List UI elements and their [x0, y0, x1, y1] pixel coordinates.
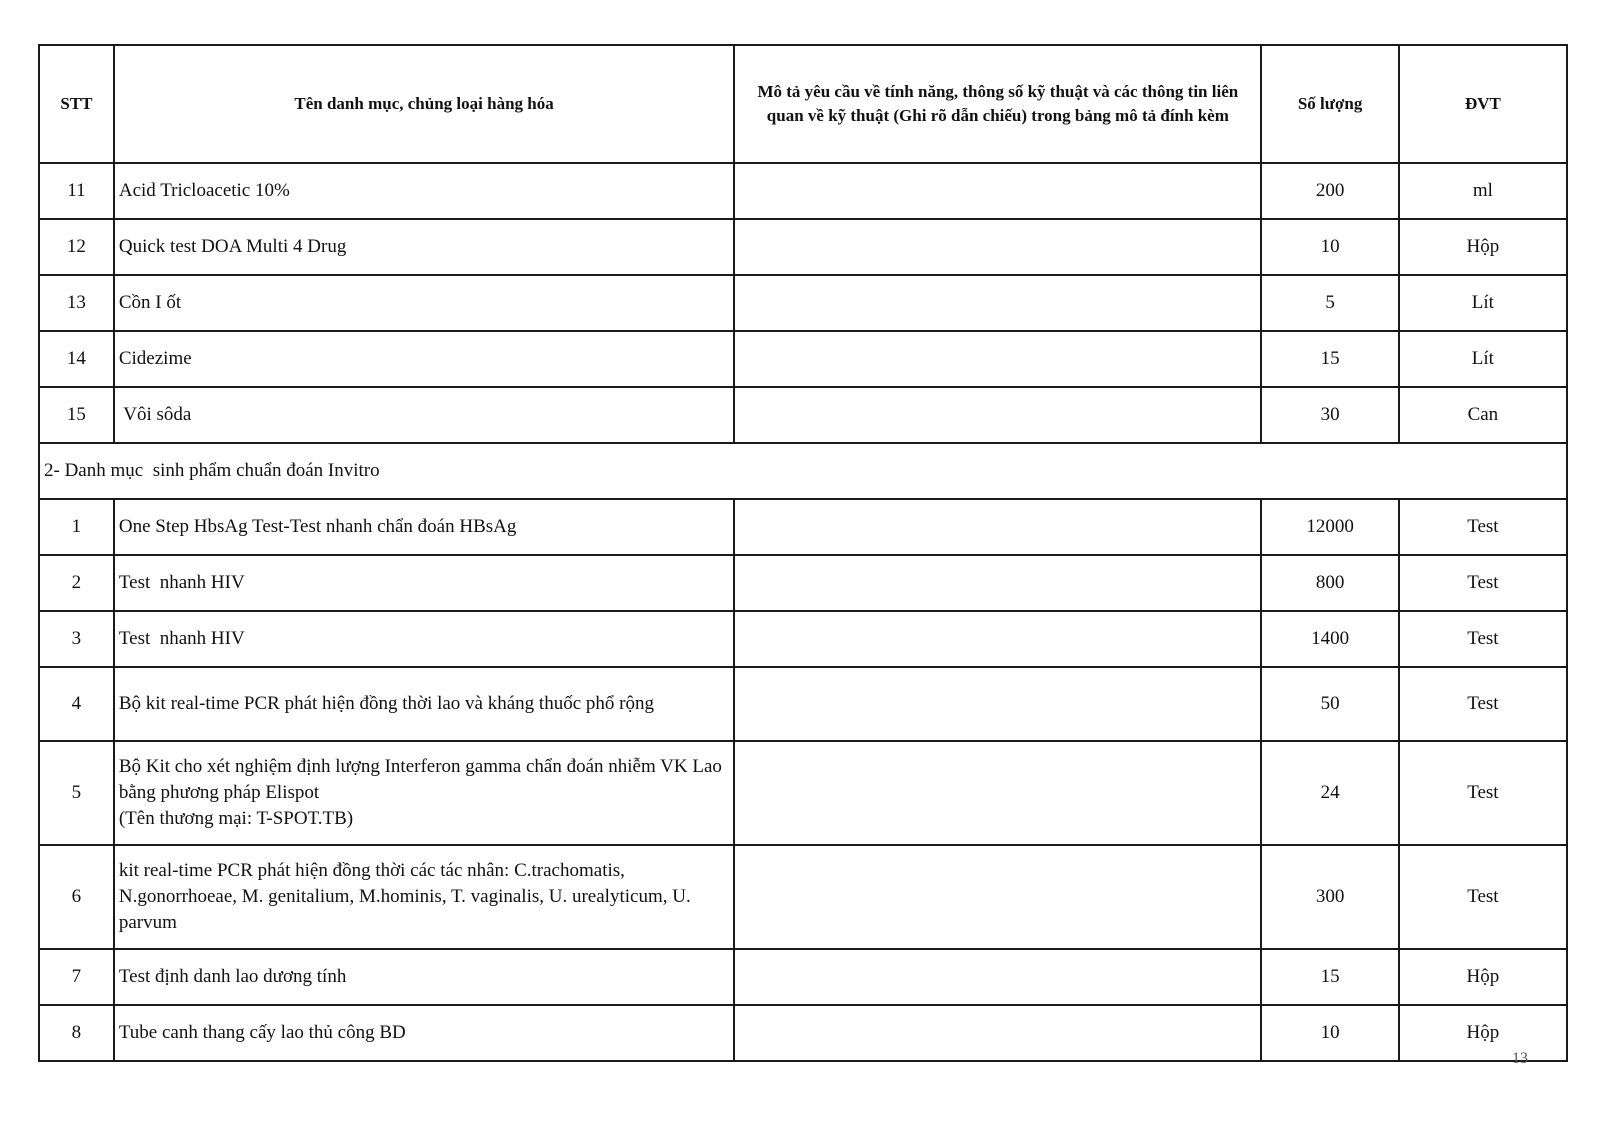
cell-unit: Test: [1399, 667, 1567, 741]
cell-name: Acid Tricloacetic 10%: [114, 163, 734, 219]
cell-stt: 13: [39, 275, 114, 331]
cell-stt: 2: [39, 555, 114, 611]
cell-unit: Hộp: [1399, 949, 1567, 1005]
header-unit: ĐVT: [1399, 45, 1567, 163]
cell-name: Test nhanh HIV: [114, 555, 734, 611]
cell-description: [734, 499, 1261, 555]
table-row: [39, 1005, 1567, 1061]
cell-quantity: 300: [1261, 845, 1398, 949]
cell-stt: 3: [39, 611, 114, 667]
page-number: 13: [1512, 1050, 1528, 1067]
cell-quantity: 50: [1261, 667, 1398, 741]
cell-name-line: (Tên thương mại: T-SPOT.TB): [118, 808, 354, 829]
procurement-table: [38, 44, 1568, 1062]
table-row: [39, 331, 1567, 387]
cell-name: Quick test DOA Multi 4 Drug: [114, 219, 734, 275]
cell-quantity: 10: [1261, 219, 1398, 275]
cell-quantity: 5: [1261, 275, 1398, 331]
cell-stt: 8: [39, 1005, 114, 1061]
table-row: [39, 275, 1567, 331]
cell-description: [734, 275, 1261, 331]
cell-name-line: Bộ Kit cho xét nghiệm định lượng Interferon gamma chẩn đoán nhiễm VK Lao bằng phương pháp Elispot: [118, 756, 722, 803]
cell-quantity: 10: [1261, 1005, 1398, 1061]
cell-quantity: 15: [1261, 949, 1398, 1005]
cell-description: [734, 331, 1261, 387]
cell-stt: 12: [39, 219, 114, 275]
cell-name: Test nhanh HIV: [114, 611, 734, 667]
table-row: [39, 499, 1567, 555]
cell-name: Test định danh lao dương tính: [114, 949, 734, 1005]
cell-description: [734, 1005, 1261, 1061]
table-row: [39, 219, 1567, 275]
cell-name: Cidezime: [114, 331, 734, 387]
cell-quantity: 12000: [1261, 499, 1398, 555]
table-row: [39, 741, 1567, 845]
header-description: Mô tả yêu cầu về tính năng, thông số kỹ thuật và các thông tin liên quan về kỹ thuật (Ghi rõ dẫn chiếu) trong bảng mô tả đính kèm: [734, 45, 1261, 163]
cell-unit: ml: [1399, 163, 1567, 219]
cell-quantity: 30: [1261, 387, 1398, 443]
cell-description: [734, 387, 1261, 443]
table-row: [39, 611, 1567, 667]
cell-stt: 7: [39, 949, 114, 1005]
cell-description: [734, 845, 1261, 949]
cell-unit: Test: [1399, 741, 1567, 845]
cell-quantity: 1400: [1261, 611, 1398, 667]
cell-stt: 4: [39, 667, 114, 741]
cell-unit: Lít: [1399, 275, 1567, 331]
cell-name: Vôi sôda: [114, 387, 734, 443]
cell-quantity: 800: [1261, 555, 1398, 611]
cell-stt: 15: [39, 387, 114, 443]
table-row: [39, 163, 1567, 219]
table-row: [39, 555, 1567, 611]
cell-description: [734, 611, 1261, 667]
cell-unit: Lít: [1399, 331, 1567, 387]
cell-description: [734, 949, 1261, 1005]
cell-unit: Test: [1399, 555, 1567, 611]
cell-stt: 1: [39, 499, 114, 555]
cell-description: [734, 741, 1261, 845]
cell-name: kit real-time PCR phát hiện đồng thời các tác nhân: C.trachomatis, N.gonorrhoeae, M. genitalium, M.hominis, T. vaginalis, U. urealyticum, U. parvum: [114, 845, 734, 949]
cell-stt: 14: [39, 331, 114, 387]
cell-quantity: 15: [1261, 331, 1398, 387]
cell-quantity: 24: [1261, 741, 1398, 845]
section-row: [39, 443, 1567, 499]
header-row: [39, 45, 1567, 163]
cell-description: [734, 667, 1261, 741]
cell-unit: Hộp: [1399, 1005, 1567, 1061]
cell-name: [114, 741, 734, 845]
cell-unit: Test: [1399, 611, 1567, 667]
header-name: Tên danh mục, chủng loại hàng hóa: [114, 45, 734, 163]
cell-unit: Hộp: [1399, 219, 1567, 275]
cell-description: [734, 219, 1261, 275]
cell-name: Tube canh thang cấy lao thủ công BD: [114, 1005, 734, 1061]
table-row: [39, 387, 1567, 443]
header-quantity: Số lượng: [1261, 45, 1398, 163]
table-row: [39, 667, 1567, 741]
cell-unit: Can: [1399, 387, 1567, 443]
cell-description: [734, 163, 1261, 219]
cell-stt: 5: [39, 741, 114, 845]
header-stt: STT: [39, 45, 114, 163]
cell-name: One Step HbsAg Test-Test nhanh chẩn đoán HBsAg: [114, 499, 734, 555]
cell-quantity: 200: [1261, 163, 1398, 219]
cell-name: Bộ kit real-time PCR phát hiện đồng thời lao và kháng thuốc phổ rộng: [114, 667, 734, 741]
table-row: [39, 949, 1567, 1005]
section-title: 2- Danh mục sinh phẩm chuẩn đoán Invitro: [39, 443, 1567, 499]
cell-stt: 6: [39, 845, 114, 949]
cell-unit: Test: [1399, 845, 1567, 949]
cell-stt: 11: [39, 163, 114, 219]
cell-unit: Test: [1399, 499, 1567, 555]
table-row: [39, 845, 1567, 949]
cell-description: [734, 555, 1261, 611]
cell-name: Cồn I ốt: [114, 275, 734, 331]
